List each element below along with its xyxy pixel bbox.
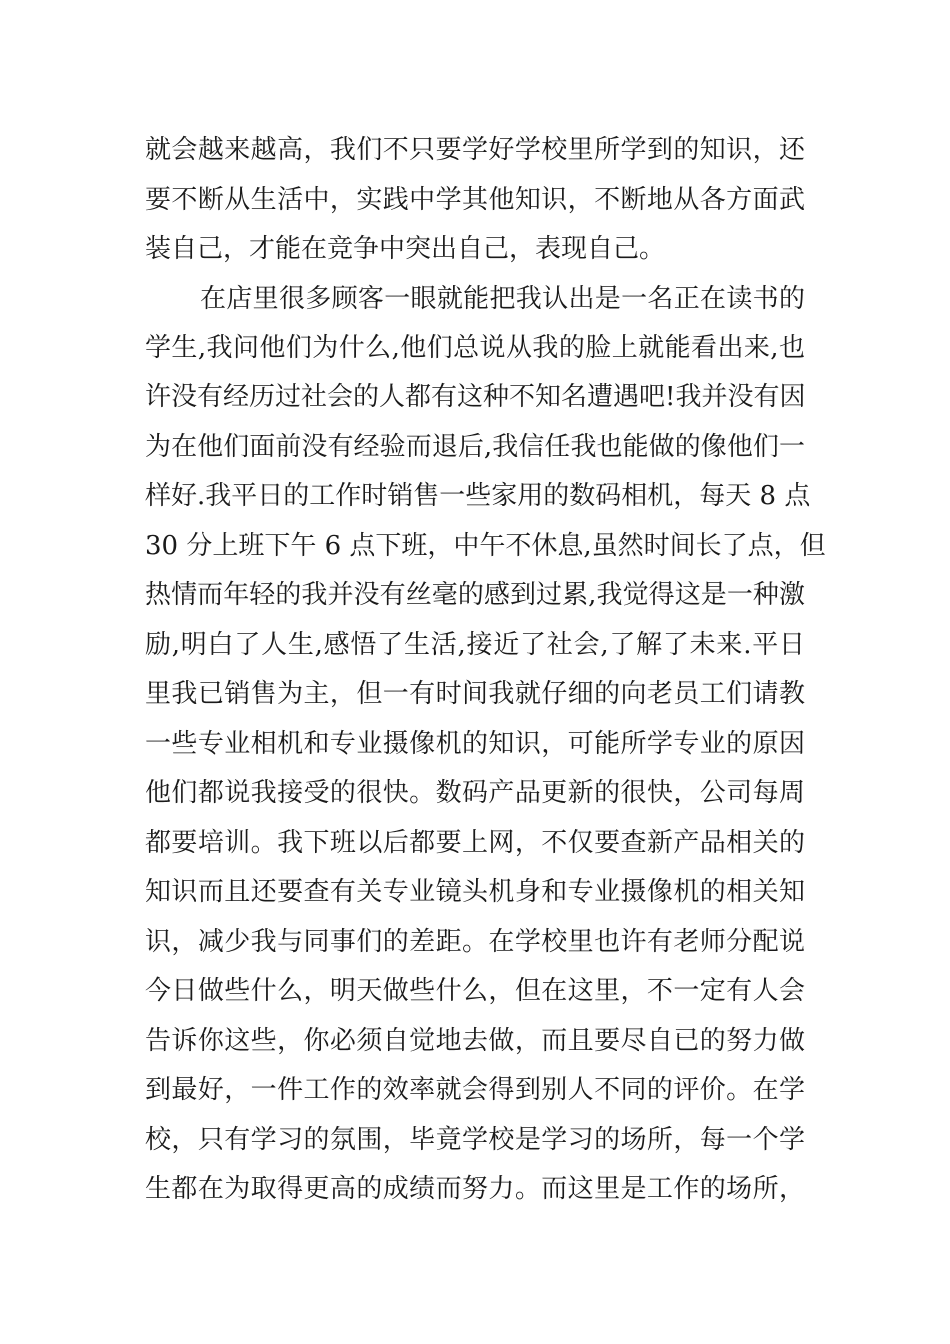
- paragraph-2-line-2: 学生,我问他们为什么,他们总说从我的脸上就能看出来,也: [145, 333, 805, 363]
- paragraph-2-line-18: 校，只有学习的氛围，毕竟学校是学习的场所，每一个学: [145, 1125, 805, 1155]
- paragraph-2-line-1: 在店里很多顾客一眼就能把我认出是一名正在读书的: [200, 284, 805, 314]
- paragraph-2-line-7: 热情而年轻的我并没有丝毫的感到过累,我觉得这是一种激: [145, 580, 805, 610]
- paragraph-2-line-11: 他们都说我接受的很快。数码产品更新的很快，公司每周: [145, 778, 805, 808]
- paragraph-2-line-16: 告诉你这些，你必须自觉地去做，而且要尽自已的努力做: [145, 1026, 805, 1056]
- paragraph-2-line-9: 里我已销售为主，但一有时间我就仔细的向老员工们请教: [145, 679, 805, 709]
- paragraph-2-line-13: 知识而且还要查有关专业镜头机身和专业摄像机的相关知: [145, 877, 805, 907]
- paragraph-2-line-4: 为在他们面前没有经验而退后,我信任我也能做的像他们一: [145, 432, 805, 462]
- paragraph-1-line-2: 要不断从生活中，实践中学其他知识，不断地从各方面武: [145, 185, 805, 215]
- paragraph-2-line-17: 到最好，一件工作的效率就会得到别人不同的评价。在学: [145, 1075, 805, 1105]
- paragraph-2-line-14: 识，减少我与同事们的差距。在学校里也许有老师分配说: [145, 927, 805, 957]
- paragraph-2-line-8: 励,明白了人生,感悟了生活,接近了社会,了解了未来.平日: [145, 630, 805, 660]
- paragraph-2-line-5: 样好.我平日的工作时销售一些家用的数码相机，每天 8 点: [145, 481, 811, 511]
- paragraph-2-line-6: 30 分上班下午 6 点下班，中午不休息,虽然时间长了点，但: [145, 531, 826, 561]
- paragraph-2-line-15: 今日做些什么，明天做些什么，但在这里，不一定有人会: [145, 976, 805, 1006]
- paragraph-2-line-12: 都要培训。我下班以后都要上网，不仅要查新产品相关的: [145, 828, 805, 858]
- paragraph-1-line-3: 装自己，才能在竞争中突出自己，表现自己。: [145, 234, 666, 264]
- paragraph-2-line-3: 许没有经历过社会的人都有这种不知名遭遇吧!我并没有因: [145, 382, 806, 412]
- paragraph-1-line-1: 就会越来越高，我们不只要学好学校里所学到的知识，还: [145, 135, 805, 165]
- paragraph-2-line-19: 生都在为取得更高的成绩而努力。而这里是工作的场所，: [145, 1174, 805, 1204]
- paragraph-2-line-10: 一些专业相机和专业摄像机的知识，可能所学专业的原因: [145, 729, 805, 759]
